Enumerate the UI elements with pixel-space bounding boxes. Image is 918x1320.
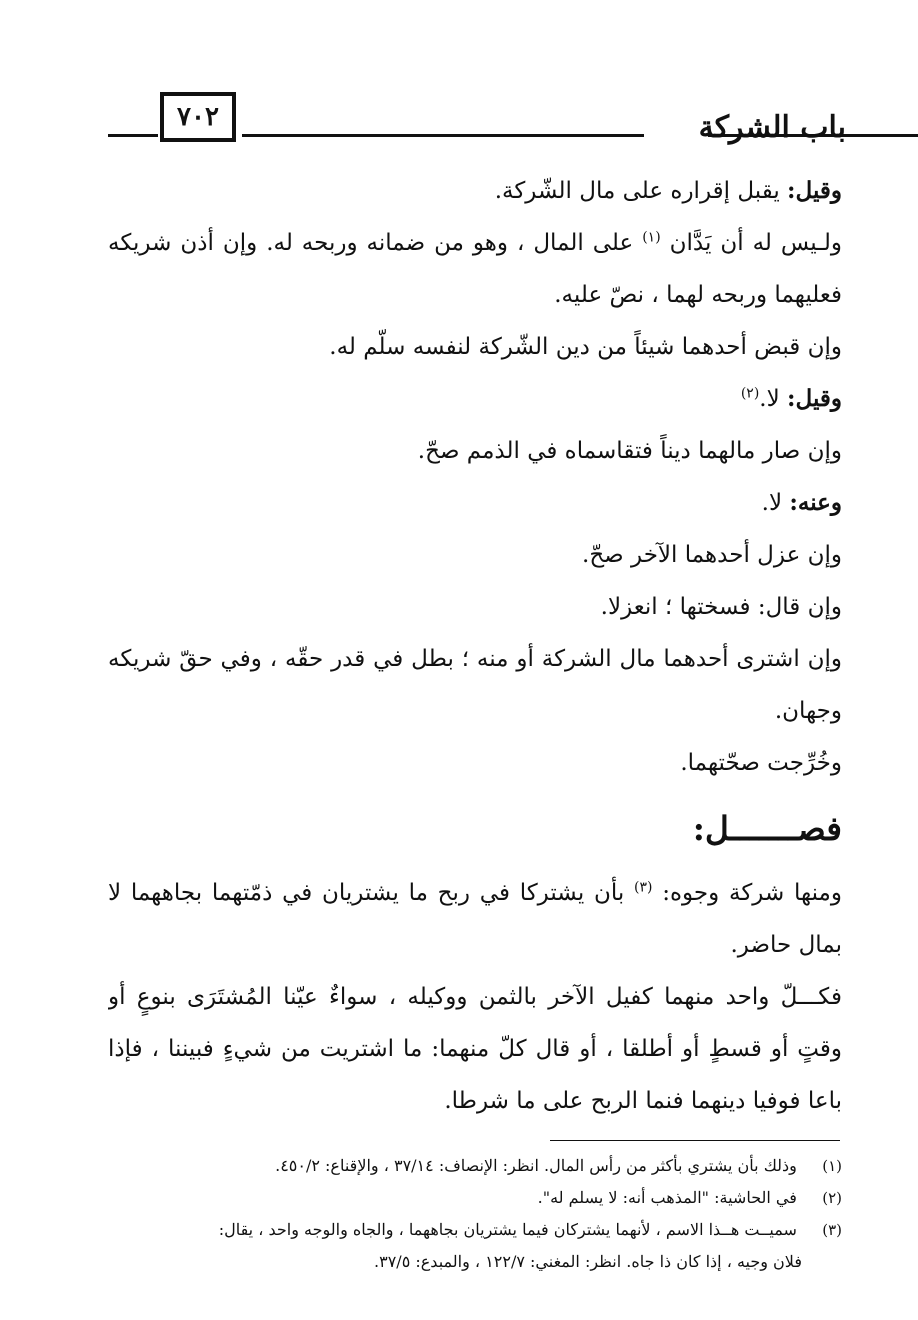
text-line-2: [108, 217, 842, 269]
footnote-3-continued: [108, 1246, 842, 1278]
text-line-14: بمال حاضر.: [730, 932, 842, 958]
text-line-7: [108, 477, 842, 529]
text-line-11: وجهان.: [774, 698, 842, 724]
bold-term: وعنه:: [789, 489, 842, 516]
text-line-13: [108, 867, 842, 919]
text-line-10: وإن اشترى أحدهما مال الشركة أو منه ؛ بطل في قدر حقّه ، وفي حقّ شريكه: [108, 646, 842, 672]
footnote-text: في الحاشية: "المذهب أنه: لا يسلم له".: [537, 1188, 797, 1207]
chapter-title: باب الشركة: [698, 110, 846, 145]
footnote-ref-3: (٣): [634, 879, 653, 896]
text-line-9: وإن قال: فسختها ؛ انعزلا.: [600, 594, 842, 620]
footnote-ref-2: (٢): [740, 385, 760, 402]
line-text: ولـيس له أن يَدَّان: [660, 230, 842, 256]
footnote-1: [108, 1150, 842, 1182]
line-text: لا.: [759, 386, 788, 412]
footnote-text: وذلك بأن يشتري بأكثر من رأس المال. انظر: الإنصاف: ٣٧/١٤ ، والإقناع: ٤٥٠/٢.: [275, 1156, 797, 1175]
page-header: [108, 92, 846, 152]
section-heading: فصـــــــل:: [692, 809, 842, 848]
footnote-text: سميــت هــذا الاسم ، لأنهما يشتركان فيما يشتريان بجاههما ، والجاه والوجه واحد ، يقال:: [218, 1220, 797, 1239]
text-line-8: وإن عزل أحدهما الآخر صحّ.: [582, 542, 842, 568]
line-text: ومنها شركة وجوه:: [652, 880, 842, 906]
header-rule-left: [108, 134, 158, 137]
text-line-4: وإن قبض أحدهما شيئاً من دين الشّركة لنفسه سلّم له.: [329, 334, 842, 360]
main-text: [108, 165, 842, 1127]
text-line-12: وخُرِّجت صحّتهما.: [680, 750, 842, 776]
footnote-2: [108, 1182, 842, 1214]
text-line-15: فكـــلّ واحد منهما كفيل الآخر بالثمن ووكيله ، سواءٌ عيّنا المُشتَرَى بنوعٍ أو: [108, 984, 842, 1010]
text-line-17: باعا فوفيا دينهما فنما الربح على ما شرطا.: [444, 1088, 842, 1114]
line-text: بأن يشتركا في ربح ما يشتريان في ذمّتهما بجاههما لا: [108, 880, 635, 906]
header-rule-middle: [242, 134, 644, 137]
page-number: ٧٠٢: [177, 102, 219, 132]
text-line-5: [108, 373, 842, 425]
text-line-3: فعليهما وربحه لهما ، نصّ عليه.: [554, 282, 842, 308]
footnote-number: (١): [822, 1157, 842, 1175]
footnote-text: فلان وجيه ، إذا كان ذا جاه. انظر: المغني: ١٢٢/٧ ، والمبدع: ٣٧/٥.: [374, 1252, 802, 1271]
line-text: يقبل إقراره على مال الشّركة.: [494, 178, 788, 204]
footnote-3: [108, 1214, 842, 1246]
footnote-number: (٣): [822, 1221, 842, 1239]
text-line-16: وقتٍ أو قسطٍ أو أطلقا ، أو قال كلّ منهما: ما اشتريت من شيءٍ فبيننا ، فإذا: [108, 1036, 842, 1062]
text-line-6: وإن صار مالهما ديناً فتقاسماه في الذمم صحّ.: [417, 438, 842, 464]
line-text: لا.: [761, 490, 790, 516]
line-text: على المال ، وهو من ضمانه وربحه له. وإن أذن شريكه: [108, 230, 643, 256]
page-number-box: [160, 92, 236, 142]
bold-term: وقيل:: [787, 177, 842, 204]
footnote-separator: [550, 1140, 840, 1141]
footnotes: [108, 1150, 842, 1278]
text-line-1: [108, 165, 842, 217]
footnote-number: (٢): [822, 1189, 842, 1207]
bold-term: وقيل:: [787, 385, 842, 412]
footnote-ref-1: (١): [642, 229, 661, 246]
